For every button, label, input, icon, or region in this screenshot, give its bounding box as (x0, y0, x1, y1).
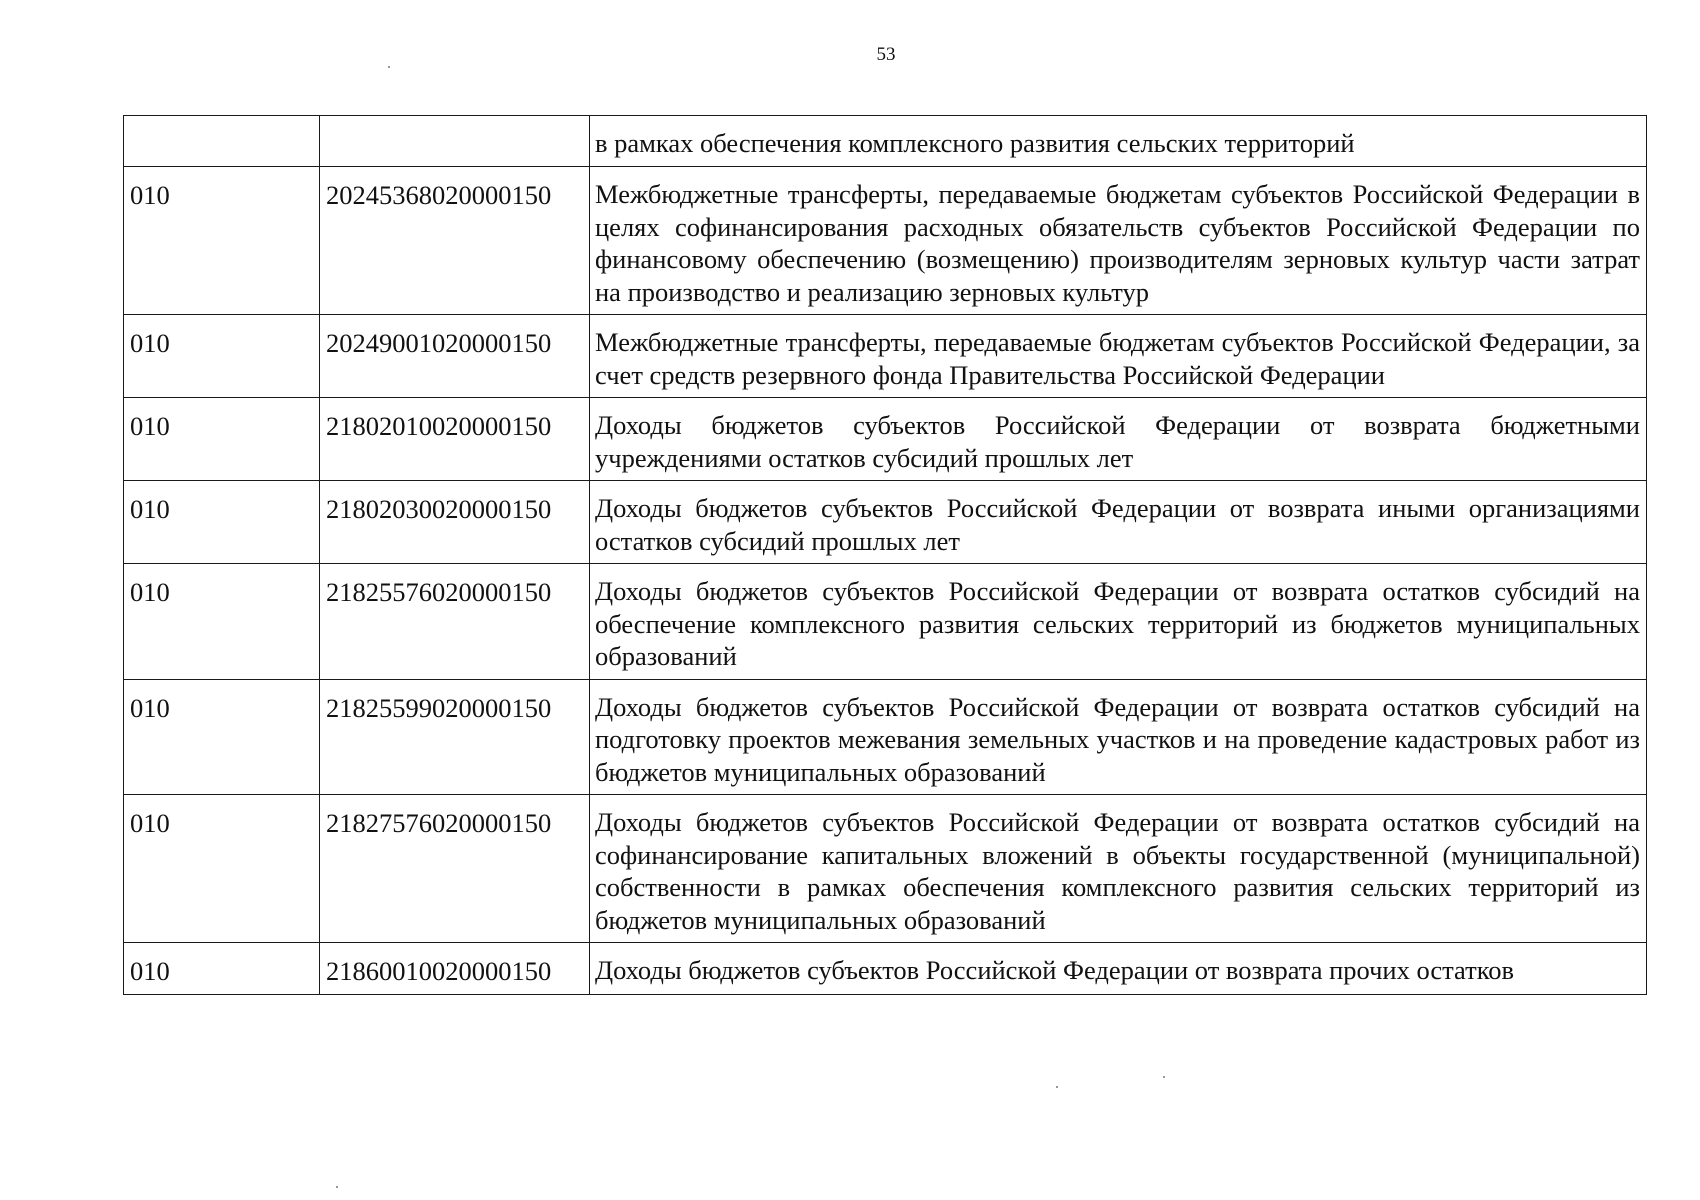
scan-speck (1163, 1076, 1165, 1078)
scan-speck (336, 1186, 338, 1188)
admin-code-cell: 010 (124, 564, 320, 680)
table-row (124, 795, 1647, 943)
scan-speck (1056, 1086, 1058, 1088)
scan-speck (388, 66, 390, 68)
admin-code-cell (124, 116, 320, 167)
budget-code-cell (320, 116, 590, 167)
admin-code-cell: 010 (124, 315, 320, 398)
income-name-cell: Доходы бюджетов субъектов Российской Федерации от возврата остатков субсидий на софинансирование капитальных вложений в объекты государственной (муниципальной) собственности в рамках обеспечения комплексного развития сельских территорий из бюджетов муниципальных образований (590, 795, 1647, 943)
income-name-cell: Межбюджетные трансферты, передаваемые бюджетам субъектов Российской Федерации в целях софинансирования расходных обязательств субъектов Российской Федерации по финансовому обеспечению (возмещению) производителям зерновых культур части затрат на производство и реализацию зерновых культур (590, 167, 1647, 315)
table-row (124, 943, 1647, 995)
budget-code-cell: 20245368020000150 (320, 167, 590, 315)
income-name-cell: Доходы бюджетов субъектов Российской Федерации от возврата остатков субсидий на подготовку проектов межевания земельных участков и на проведение кадастровых работ из бюджетов муниципальных образований (590, 679, 1647, 795)
income-codes-table (123, 115, 1647, 995)
admin-code-cell: 010 (124, 795, 320, 943)
income-name-cell: Доходы бюджетов субъектов Российской Федерации от возврата иными организациями остатков субсидий прошлых лет (590, 481, 1647, 564)
table-row (124, 564, 1647, 680)
table-row (124, 679, 1647, 795)
budget-code-cell: 21825599020000150 (320, 679, 590, 795)
admin-code-cell: 010 (124, 167, 320, 315)
admin-code-cell: 010 (124, 398, 320, 481)
table-row (124, 398, 1647, 481)
budget-code-cell: 21825576020000150 (320, 564, 590, 680)
budget-code-cell: 21827576020000150 (320, 795, 590, 943)
admin-code-cell: 010 (124, 679, 320, 795)
table-row (124, 481, 1647, 564)
income-name-cell: Доходы бюджетов субъектов Российской Федерации от возврата бюджетными учреждениями остатков субсидий прошлых лет (590, 398, 1647, 481)
table-row (124, 116, 1647, 167)
admin-code-cell: 010 (124, 481, 320, 564)
budget-code-cell: 21802030020000150 (320, 481, 590, 564)
table-row (124, 315, 1647, 398)
income-name-cell: в рамках обеспечения комплексного развития сельских территорий (590, 116, 1647, 167)
admin-code-cell: 010 (124, 943, 320, 995)
budget-code-cell: 21802010020000150 (320, 398, 590, 481)
income-name-cell: Доходы бюджетов субъектов Российской Федерации от возврата остатков субсидий на обеспечение комплексного развития сельских территорий из бюджетов муниципальных образований (590, 564, 1647, 680)
income-name-cell: Межбюджетные трансферты, передаваемые бюджетам субъектов Российской Федерации, за счет средств резервного фонда Правительства Российской Федерации (590, 315, 1647, 398)
page-number: 53 (876, 44, 896, 65)
income-name-cell: Доходы бюджетов субъектов Российской Федерации от возврата прочих остатков (590, 943, 1647, 995)
table-row (124, 167, 1647, 315)
budget-code-cell: 20249001020000150 (320, 315, 590, 398)
budget-code-cell: 21860010020000150 (320, 943, 590, 995)
